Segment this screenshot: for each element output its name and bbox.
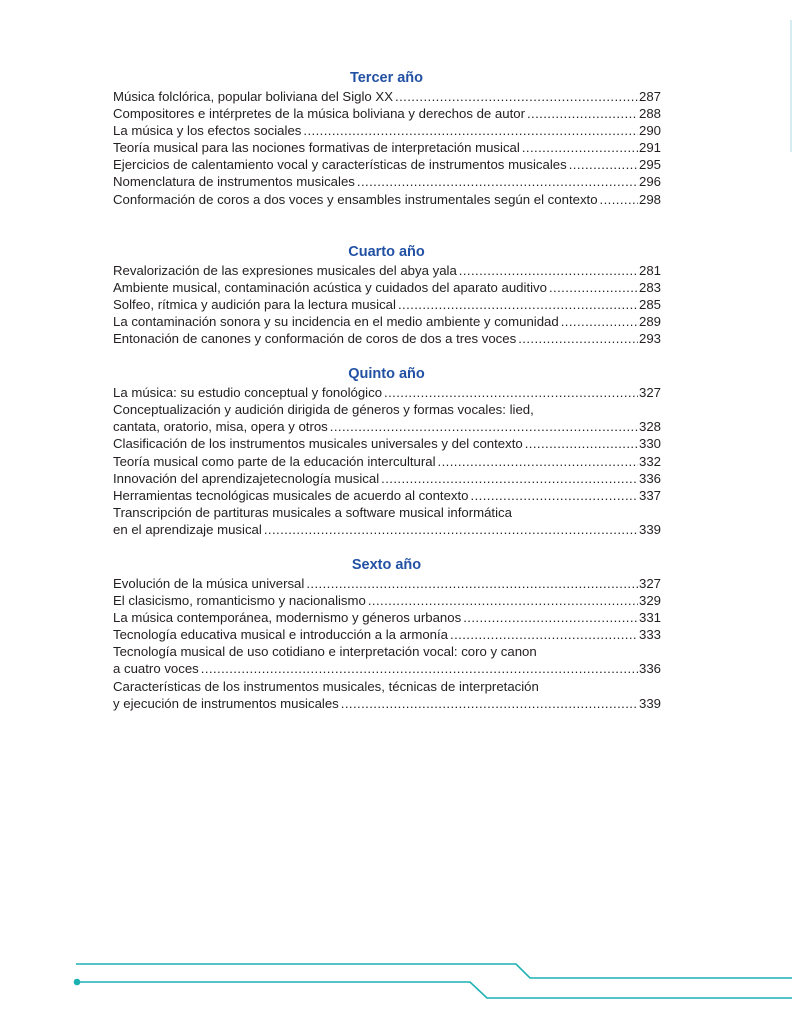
toc-entry-list: [113, 262, 661, 347]
dot-leader: [330, 418, 638, 435]
toc-entry-line: [113, 435, 661, 452]
toc-entry: [113, 313, 661, 330]
toc-entry-list: [113, 384, 661, 538]
toc-entry-page-number: 291: [638, 140, 661, 156]
toc-entry: [113, 504, 661, 538]
toc-entry: [113, 279, 661, 296]
toc-section-tercer-ano: [112, 68, 661, 208]
toc-entry: [113, 88, 661, 105]
dot-leader: [525, 435, 638, 452]
toc-entry-list: [113, 575, 661, 712]
toc-entry-line: [113, 156, 661, 173]
toc-entry-line: [113, 626, 661, 643]
toc-entry-page-number: 327: [638, 575, 661, 591]
toc-entry-title: Teoría musical como parte de la educación intercultural: [113, 453, 436, 469]
toc-entry-title: La música: su estudio conceptual y fonológico: [113, 385, 383, 401]
toc-entry-title: cantata, oratorio, misa, opera y otros: [113, 419, 328, 435]
toc-entry-page-number: 281: [638, 262, 661, 278]
toc-entry-title: y ejecución de instrumentos musicales: [113, 695, 339, 711]
toc-entry-line: [113, 88, 661, 105]
toc-entry-title: Conceptualización y audición dirigida de géneros y formas vocales: lied,: [113, 402, 534, 418]
toc-entry-page-number: 332: [638, 453, 661, 469]
toc-entry-line: [113, 660, 661, 677]
toc-entry-page-number: 337: [638, 487, 661, 503]
toc-entry-line: [113, 521, 661, 538]
toc-entry-title: Solfeo, rítmica y audición para la lectura musical: [113, 296, 396, 312]
toc-entry-line: [113, 384, 661, 401]
toc-entry-page-number: 333: [638, 627, 661, 643]
toc-entry-title: La contaminación sonora y su incidencia en el medio ambiente y comunidad: [113, 313, 559, 329]
dot-leader: [518, 330, 638, 347]
dot-leader: [527, 105, 638, 122]
toc-entry-title: Entonación de canones y conformación de coros de dos a tres voces: [113, 331, 517, 347]
dot-leader: [600, 191, 638, 208]
toc-entry-page-number: 327: [638, 385, 661, 401]
dot-leader: [463, 609, 638, 626]
toc-entry-line: [113, 296, 661, 313]
toc-entry-line: [113, 173, 661, 190]
toc-entry-page-number: 293: [638, 331, 661, 347]
toc-entry-page-number: 339: [638, 521, 661, 537]
toc-entry-page-number: 296: [638, 174, 661, 190]
toc-entry: [113, 401, 661, 435]
toc-entry: [113, 139, 661, 156]
toc-entry-page-number: 329: [638, 593, 661, 609]
toc-entry-page-number: 339: [638, 695, 661, 711]
toc-entry-title: Conformación de coros a dos voces y ensambles instrumentales según el contexto: [113, 191, 598, 207]
toc-entry-title: Compositores e intérpretes de la música boliviana y derechos de autor: [113, 106, 525, 122]
toc-entry-title: Características de los instrumentos musicales, técnicas de interpretación: [113, 678, 539, 694]
toc-entry-title: Herramientas tecnológicas musicales de acuerdo al contexto: [113, 487, 469, 503]
toc-entry: [113, 296, 661, 313]
toc-entry-title: Revalorización de las expresiones musicales del abya yala: [113, 262, 457, 278]
toc-entry-line: [113, 609, 661, 626]
table-of-contents: [112, 68, 661, 712]
toc-entry: [113, 678, 661, 712]
toc-entry-title: Clasificación de los instrumentos musicales universales y del contexto: [113, 436, 523, 452]
toc-entry-line: [113, 487, 661, 504]
toc-section-sexto-ano: [112, 555, 661, 712]
section-title: Tercer año: [349, 70, 424, 86]
dot-leader: [381, 470, 638, 487]
toc-entry-page-number: 336: [638, 470, 661, 486]
toc-entry-line: [113, 330, 661, 347]
toc-entry-title: El clasicismo, romanticismo y nacionalismo: [113, 593, 366, 609]
section-title: Sexto año: [351, 556, 422, 573]
toc-entry-line: [113, 418, 661, 435]
toc-entry-line-wrapped: [113, 643, 661, 660]
toc-entry-line: [113, 105, 661, 122]
toc-entry: [113, 330, 661, 347]
toc-entry-line-wrapped: [113, 401, 661, 418]
toc-entry-page-number: 283: [638, 279, 661, 295]
dot-leader: [450, 626, 638, 643]
toc-entry: [113, 487, 661, 504]
dot-leader: [561, 313, 638, 330]
dot-leader: [306, 575, 638, 592]
toc-entry-page-number: 331: [638, 610, 661, 626]
toc-entry-list: [113, 88, 661, 208]
toc-entry-title: a cuatro voces: [113, 661, 199, 677]
toc-entry-line: [113, 592, 661, 609]
toc-entry-line-wrapped: [113, 504, 661, 521]
dot-leader: [395, 88, 638, 105]
toc-entry-line: [113, 470, 661, 487]
toc-entry-page-number: 288: [638, 106, 661, 122]
toc-section-quinto-ano: [112, 364, 661, 538]
toc-entry-title: La música y los efectos sociales: [113, 123, 302, 139]
dot-leader: [341, 695, 638, 712]
toc-entry: [113, 384, 661, 401]
toc-entry: [113, 435, 661, 452]
toc-entry: [113, 156, 661, 173]
toc-entry-line: [113, 262, 661, 279]
dot-leader: [201, 660, 638, 677]
toc-entry-page-number: 328: [638, 419, 661, 435]
dot-leader: [522, 139, 638, 156]
toc-entry-page-number: 290: [638, 123, 661, 139]
toc-entry: [113, 262, 661, 279]
toc-entry: [113, 122, 661, 139]
dot-leader: [471, 487, 638, 504]
footer-circuit-decoration: [0, 950, 792, 1024]
dot-leader: [368, 592, 638, 609]
toc-entry-line: [113, 139, 661, 156]
toc-entry-title: Tecnología educativa musical e introducción a la armonía: [113, 627, 449, 643]
toc-entry-line: [113, 575, 661, 592]
toc-entry-title: Música folclórica, popular boliviana del Siglo XX: [113, 89, 394, 104]
toc-entry-page-number: 298: [638, 191, 661, 207]
toc-entry-title: La música contemporánea, modernismo y géneros urbanos: [113, 610, 462, 626]
toc-entry: [113, 173, 661, 190]
toc-entry-line: [113, 122, 661, 139]
dot-leader: [303, 122, 638, 139]
toc-entry: [113, 592, 661, 609]
toc-entry-page-number: 285: [638, 296, 661, 312]
toc-entry-page-number: 289: [638, 313, 661, 329]
toc-entry-title: Transcripción de partituras musicales a software musical informática: [113, 504, 512, 520]
toc-entry: [113, 609, 661, 626]
toc-entry-title: Evolución de la música universal: [113, 575, 305, 591]
toc-entry-title: Ambiente musical, contaminación acústica y cuidados del aparato auditivo: [113, 279, 547, 295]
toc-entry: [113, 626, 661, 643]
dot-leader: [398, 296, 638, 313]
section-title: Quinto año: [348, 366, 425, 383]
toc-entry-page-number: 336: [638, 661, 661, 677]
toc-entry: [113, 643, 661, 677]
dot-leader: [357, 173, 638, 190]
toc-entry-line: [113, 313, 661, 330]
toc-entry: [113, 470, 661, 487]
toc-entry-page-number: 295: [638, 157, 661, 173]
toc-entry: [113, 105, 661, 122]
toc-entry-title: Tecnología musical de uso cotidiano e interpretación vocal: coro y canon: [113, 644, 537, 660]
toc-entry: [113, 575, 661, 592]
section-title: Cuarto año: [348, 243, 425, 260]
toc-entry: [113, 453, 661, 470]
dot-leader: [459, 262, 638, 279]
toc-entry-title: Teoría musical para las nociones formativas de interpretación musical: [113, 140, 520, 156]
toc-entry-page-number: 287: [638, 89, 661, 104]
toc-entry-title: Nomenclatura de instrumentos musicales: [113, 174, 355, 190]
dot-leader: [569, 156, 638, 173]
toc-entry-title: Ejercicios de calentamiento vocal y características de instrumentos musicales: [113, 157, 567, 173]
toc-section-cuarto-ano: [112, 242, 661, 347]
dot-leader: [384, 384, 638, 401]
toc-entry: [113, 191, 661, 208]
toc-entry-page-number: 330: [638, 436, 661, 452]
dot-leader: [264, 521, 638, 538]
dot-leader: [549, 279, 638, 296]
toc-entry-line: [113, 279, 661, 296]
toc-entry-line: [113, 453, 661, 470]
toc-entry-line: [113, 191, 661, 208]
toc-entry-line: [113, 695, 661, 712]
toc-entry-line-wrapped: [113, 678, 661, 695]
toc-entry-title: en el aprendizaje musical: [113, 521, 262, 537]
dot-leader: [438, 453, 638, 470]
toc-entry-title: Innovación del aprendizajetecnología musical: [113, 470, 380, 486]
